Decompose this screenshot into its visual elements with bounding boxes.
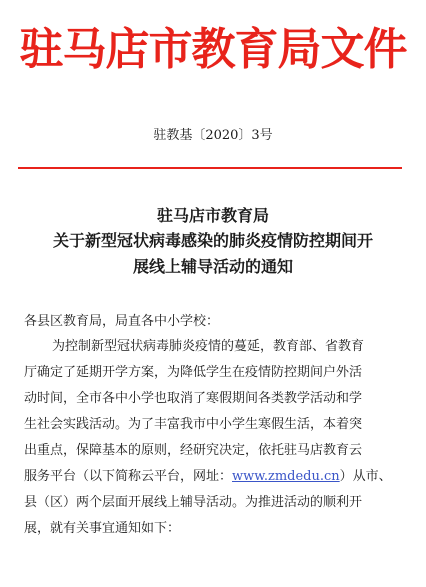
masthead-title: 驻马店市教育局文件 [19,24,407,75]
body-line-6-text: 服务平台（以下简称云平台，网址： [24,469,233,484]
body-line-3: 动时间，全市各中小学也取消了寒假期间各类教学活动和学 [24,391,363,406]
salutation: 各县区教育局，局直各中小学校： [24,314,220,329]
body-line-2: 厅确定了延期开学方案，为降低学生在疫情防控期间户外活 [24,365,363,380]
notice-title-line-2: 展线上辅导活动的通知 [132,257,293,276]
platform-url-link[interactable]: www.zmdedu.cn [232,469,340,484]
body-line-8: 展，就有关事宜通知如下： [24,521,181,536]
notice-title-line-1: 关于新型冠状病毒感染的肺炎疫情防控期间开 [52,231,373,250]
body-line-7: 县（区）两个层面开展线上辅导活动。为推进活动的顺利开 [24,495,363,510]
notice-title-issuer: 驻马店市教育局 [156,206,269,225]
body-line-6-tail: ）从市、 [339,469,392,484]
body-line-4: 生社会实践活动。为了丰富我市中小学生寒假生活，本着突 [24,417,363,432]
document-number: 驻教基〔2020〕3号 [153,128,273,143]
red-divider-rule [18,167,402,169]
body-line-6 [24,468,392,486]
body-line-5: 出重点，保障基本的原则，经研究决定，依托驻马店教育云 [24,443,363,458]
body-line-1: 为控制新型冠状病毒肺炎疫情的蔓延，教育部、省教育 [52,339,365,354]
